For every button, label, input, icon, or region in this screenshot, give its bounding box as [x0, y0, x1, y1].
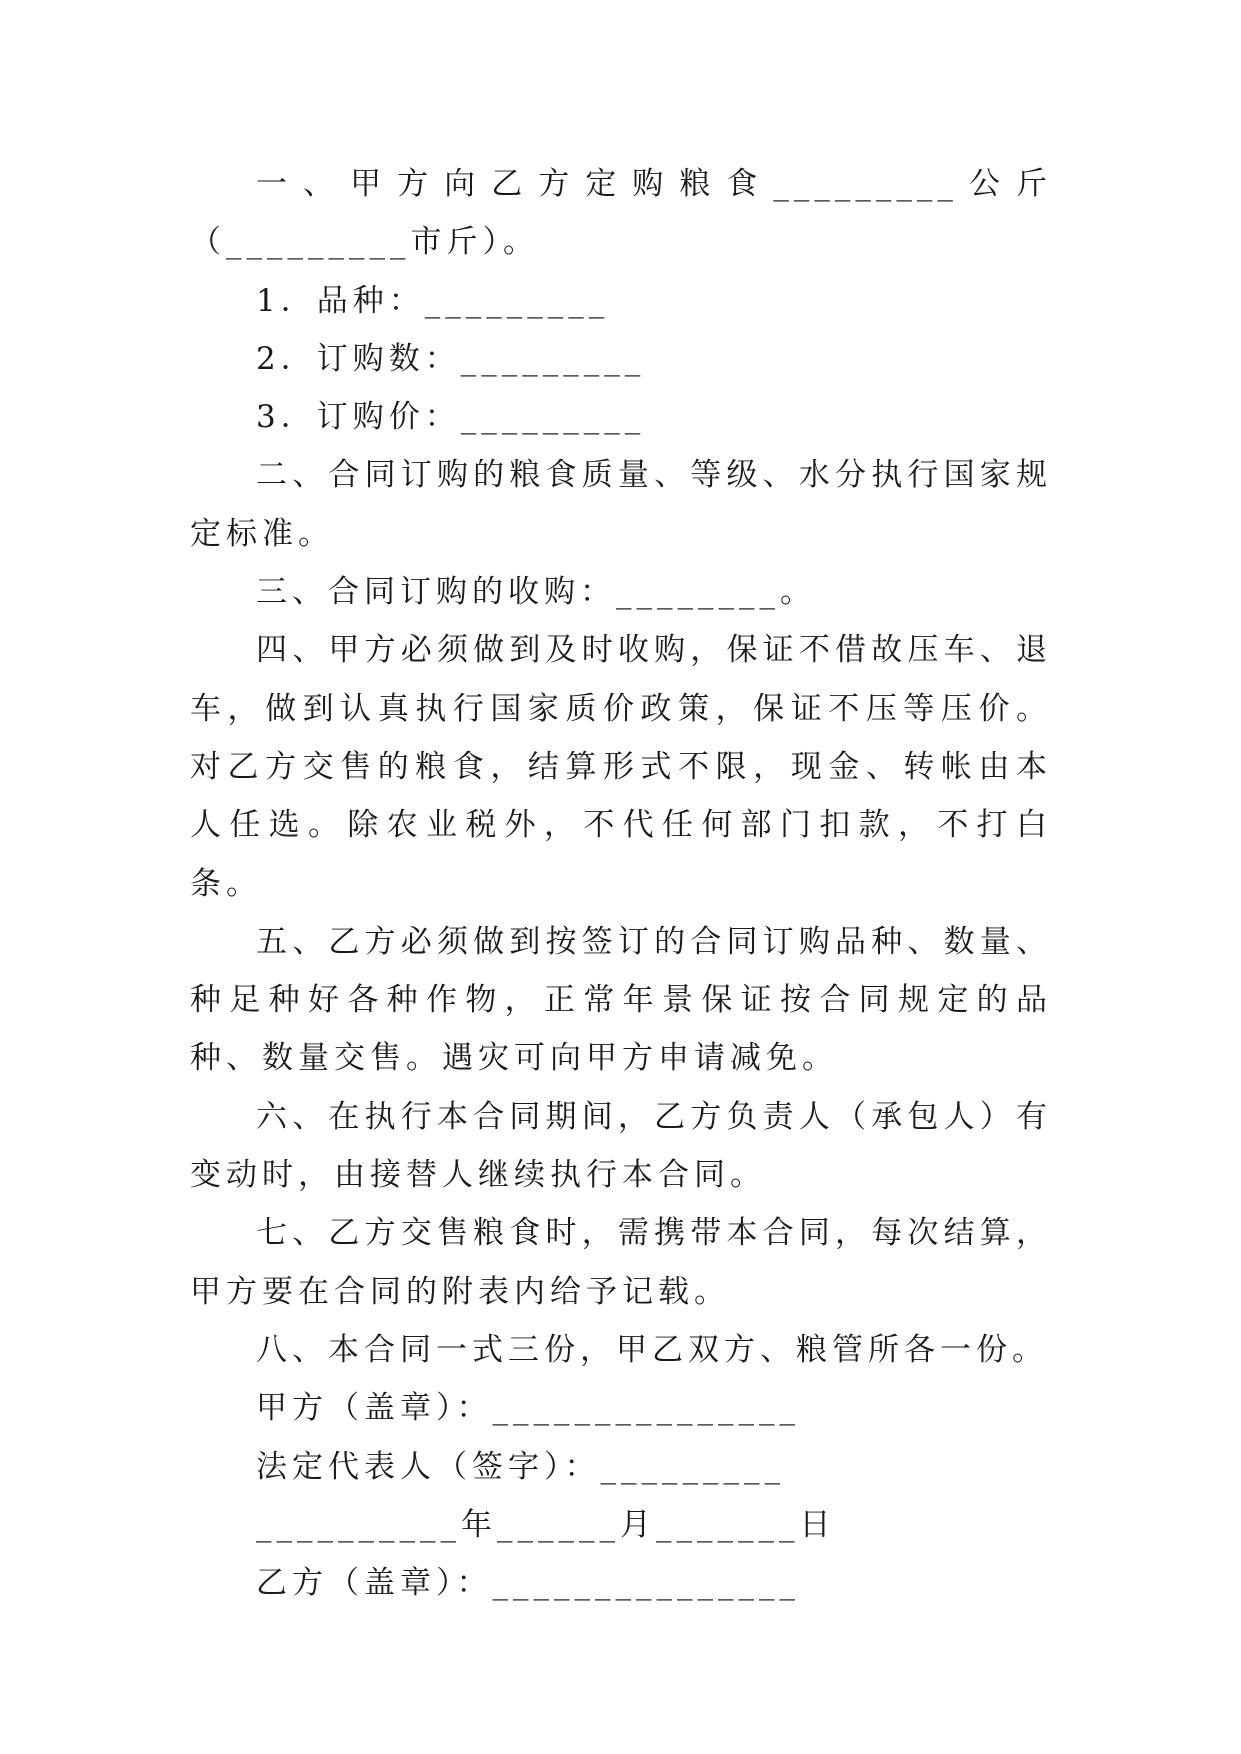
clause-3: 三、合同订购的收购：________。 [256, 574, 816, 611]
clause-6: 六、在执行本合同期间，乙方负责人（承包人）有变动时，由接替人继续执行本合同。 [190, 1098, 1052, 1194]
date-line: __________年______月_______日 [256, 1506, 836, 1543]
clause-4: 四、甲方必须做到及时收购，保证不借故压车、退车，做到认真执行国家质价政策，保证不压等压价。对乙方交售的粮食，结算形式不限，现金、转帐由本人任选。除农业税外，不代任何部门扣款，不打白条。 [190, 632, 1052, 902]
contract-body [190, 155, 1052, 1612]
clause-8: 八、本合同一式三份，甲乙双方、粮管所各一份。 [256, 1331, 1048, 1368]
clause-1-item-quantity: 2．订购数：_________ [256, 340, 646, 377]
clause-5: 五、乙方必须做到按签订的合同订购品种、数量、种足种好各种作物，正常年景保证按合同规定的品种、数量交售。遇灾可向甲方申请减免。 [190, 923, 1052, 1077]
clause-1-item-variety: 1．品种：_________ [256, 282, 610, 319]
clause-2: 二、合同订购的粮食质量、等级、水分执行国家规定标准。 [190, 457, 1052, 552]
legal-representative-signature-line: 法定代表人（签字）：_________ [256, 1448, 785, 1485]
party-a-seal-line: 甲方（盖章）：_______________ [256, 1390, 800, 1427]
clause-7: 七、乙方交售粮食时，需携带本合同，每次结算，甲方要在合同的附表内给予记载。 [190, 1215, 1052, 1310]
clause-1: 一、甲方向乙方定购粮食_________公斤（_________市斤）。 [190, 166, 1052, 261]
clause-1-item-price: 3．订购价：_________ [256, 399, 646, 436]
party-b-seal-line: 乙方（盖章）：_______________ [256, 1565, 800, 1602]
